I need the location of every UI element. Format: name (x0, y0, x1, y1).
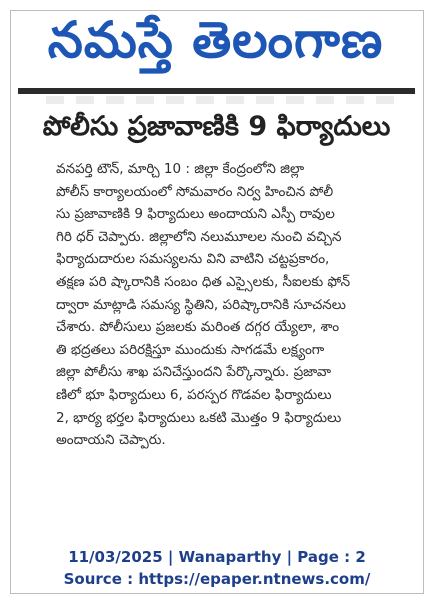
article-line: చేశారు. పోలీసులు ప్రజలకు మరింత దగ్గర య్యేలా, శాం (56, 319, 340, 336)
article-line: ణిలో భూ ఫిర్యాదులు 6, పరస్పర గొడవల ఫిర్యాదులు (56, 386, 332, 403)
article-line: వనపర్తి టౌన్, మార్చి 10 : జిల్లా కేంద్రంలోని జిల్లా (56, 161, 305, 177)
article-line: సు ప్రజావాణికి 9 ఫిర్యాదులు అందాయని ఎస్పీ రావుల (56, 206, 335, 223)
article-body (56, 158, 414, 452)
footer-date-edition: 11/03/2025 | Wanaparthy | Page : 2 (68, 548, 366, 566)
divider-rule (18, 88, 415, 94)
article-line: తక్షణ పరి ష్కారానికి సంబం ధిత ఎస్సైలకు, సీఐలకు ఫోన్ (56, 273, 351, 290)
article-line: తి భద్రతలు పరిరక్షిస్తూ ముందుకు సాగడమే లక్ష్యంగా (56, 341, 325, 358)
footer-source-link[interactable]: Source : https://epaper.ntnews.com/ (63, 570, 371, 588)
masthead-title: నమస్తే తెలంగాణ (47, 11, 384, 69)
article-line: పోలీస్ కార్యాలయంలో సోమవారం నిర్వ హించిన పోలీ (56, 183, 334, 200)
article-line: ద్వారా మాట్లాడి సమస్య స్థితిని, పరిష్కారానికి సూచనలు (56, 296, 346, 313)
faded-text-strip (46, 96, 396, 104)
article-line: 2, భార్య భర్తల ఫిర్యాదులు ఒకటి మొత్తం 9 ఫిర్యాదులు (56, 409, 342, 426)
article-headline: పోలీసు ప్రజావాణికి 9 ఫిర్యాదులు (42, 111, 391, 142)
article-line: అందాయని చెప్పారు. (56, 432, 166, 449)
article-line: గిరి ధర్ చెప్పారు. జిల్లాలోని నలుమూలల నుంచి వచ్చిన (56, 228, 342, 245)
article-line: ఫిర్యాదుదారుల సమస్యలను విని వాటిని చట్టప్రకారం, (56, 251, 330, 268)
article-line: జిల్లా పోలీసు శాఖ పనిచేస్తుందని పేర్కొన్నారు. ప్రజావా (56, 364, 332, 381)
newspaper-masthead (18, 6, 413, 74)
